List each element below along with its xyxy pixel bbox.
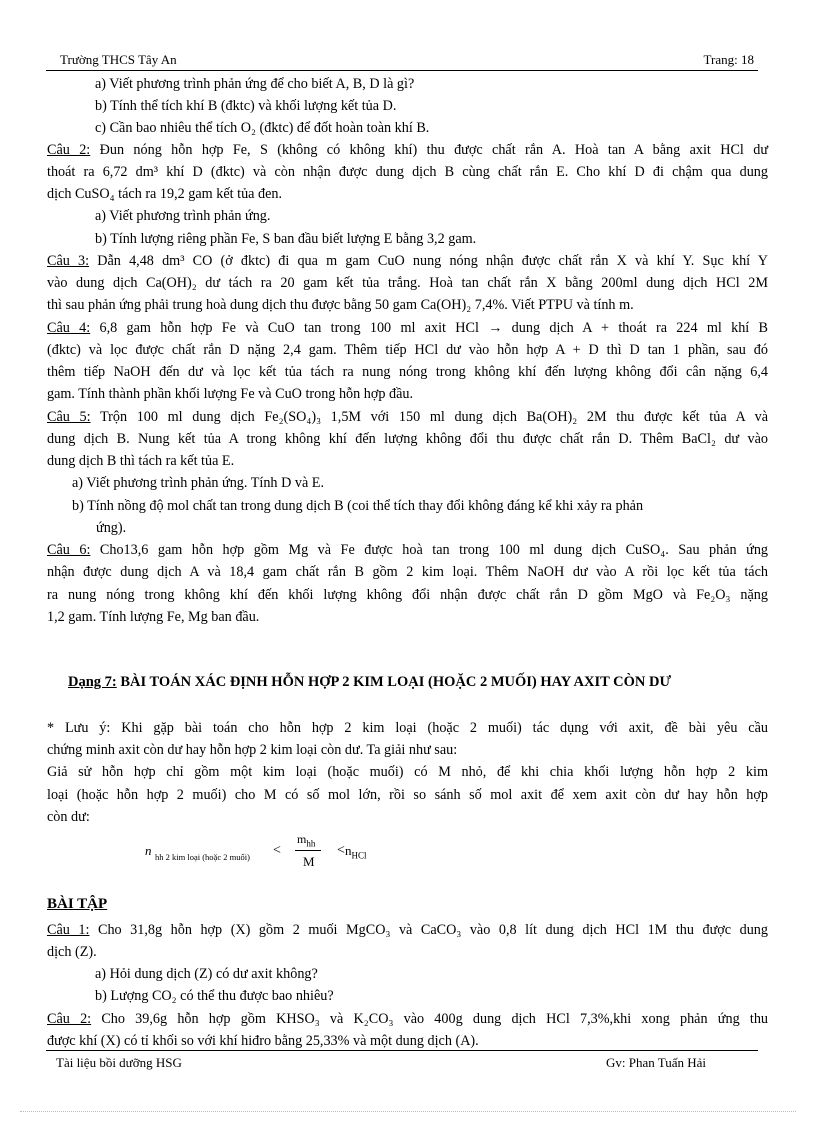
- section-label: Dạng 7:: [68, 674, 117, 690]
- line-text: Cho 39,6g hỗn hợp gồm KHSO₃ và K₂CO₃ vào 400g dung dịch HCl 7,3%,khi xong phản ứng thu: [91, 1011, 769, 1027]
- line-text: Dẫn 4,48 dm³ CO (ở đktc) đi qua m gam CuO nung nóng nhận được chất rắn X và khí Y. Sục khí Y: [89, 253, 768, 269]
- line-text: vào dung dịch Ca(OH)₂ dư tách ra 20 gam kết tủa trắng. Hoà tan chất rắn X bằng 200ml dung dịch HCl 2M: [47, 275, 768, 291]
- text-line: [95, 964, 318, 984]
- text-line: [96, 518, 126, 538]
- text-line: [47, 318, 768, 338]
- line-text: được khí (X) có tỉ khối so với khí hiđro bằng 25,33% và một dung dịch (A).: [47, 1033, 479, 1049]
- text-line: [95, 74, 414, 94]
- line-text: a) Viết phương trình phản ứng.: [95, 208, 271, 224]
- text-line: [47, 540, 768, 560]
- line-text: thêm tiếp NaOH đến dư và lọc kết tủa tách ra nung nóng trong không khí đến lượng không đổi cân nặng 6,4: [47, 364, 768, 380]
- formula-less-than-2: <: [337, 843, 345, 858]
- line-text: c) Cần bao nhiêu thể tích O₂ (đktc) để đốt hoàn toàn khí B.: [95, 120, 430, 136]
- text-line: [95, 229, 476, 249]
- line-text: thoát ra 6,72 dm³ khí D (đktc) và còn nhận được dung dịch B cùng chất rắn E. Cho khí D đi chậm qua dung: [47, 164, 768, 180]
- line-text: ứng).: [96, 520, 127, 536]
- question-label: Câu 1:: [47, 922, 90, 938]
- section-title: BÀI TOÁN XÁC ĐỊNH HỖN HỢP 2 KIM LOẠI (HOẶC 2 MUỐI) HAY AXIT CÒN DƯ: [116, 674, 672, 690]
- formula-denominator: M: [303, 854, 315, 869]
- text-line: [47, 451, 234, 471]
- text-line: [72, 473, 324, 493]
- line-text: (đktc) và lọc được chất rắn D nặng 2,4 gam. Thêm tiếp HCl dư vào hỗn hợp A + D thì D tan 1 phần, sau đó: [47, 342, 768, 358]
- school-name: Trường THCS Tây An: [60, 52, 177, 67]
- line-text: a) Hỏi dung dịch (Z) có dư axit không?: [95, 966, 318, 982]
- line-text: thì sau phản ứng phải trung hoà dung dịch thu được bằng 50 gam Ca(OH)₂ 7,4%. Viết PTPU và tính m.: [47, 297, 634, 313]
- question-label: Câu 2:: [47, 142, 91, 158]
- text-line: [47, 340, 768, 360]
- footer-left: Tài liệu bồi dưỡng HSG: [56, 1055, 182, 1070]
- formula-less-than-1: <: [273, 843, 281, 858]
- text-line: [47, 1031, 479, 1051]
- line-text: gam. Tính thành phần khối lượng Fe và CuO trong hỗn hợp đầu.: [47, 386, 414, 402]
- text-line: [47, 251, 768, 271]
- page-number: Trang: 18: [703, 52, 754, 67]
- text-line: [47, 807, 90, 827]
- formula-n-hcl: $n_{HCl}$: [345, 843, 367, 861]
- text-line: [47, 607, 259, 627]
- line-text: ra nung nóng trong không khí đến khối lượng không đổi nhận được chất rắn D gồm MgO và Fe₂O₃ nặng: [47, 587, 768, 603]
- text-line: [47, 407, 768, 427]
- section-heading: [68, 674, 671, 691]
- text-line: [47, 1009, 768, 1029]
- text-line: [47, 920, 768, 940]
- text-line: [47, 140, 768, 160]
- line-text: Cho13,6 gam hỗn hợp gồm Mg và Fe được hoà tan trong 100 ml dung dịch CuSO₄. Sau phản ứng: [90, 542, 769, 558]
- text-line: [95, 118, 429, 138]
- line-text: chứng minh axit còn dư hay hỗn hợp 2 kim loại còn dư. Ta giải như sau:: [47, 742, 458, 758]
- line-text: 6,8 gam hỗn hợp Fe và CuO tan trong 100 ml axit HCl → dung dịch A + thoát ra 224 ml khí B: [90, 320, 769, 336]
- line-text: Cho 31,8g hỗn hợp (X) gồm 2 muối MgCO₃ và CaCO₃ vào 0,8 lít dung dịch HCl 1M thu được dung: [89, 922, 768, 938]
- line-text: dịch CuSO₄ tách ra 19,2 gam kết tủa đen.: [47, 186, 283, 202]
- text-line: [47, 384, 413, 404]
- text-line: [47, 295, 634, 315]
- formula-numerator: $m_{hh}$: [297, 832, 316, 849]
- text-line: [47, 718, 768, 738]
- line-text: 1,2 gam. Tính lượng Fe, Mg ban đầu.: [47, 609, 260, 625]
- text-line: [47, 184, 282, 204]
- line-text: b) Tính lượng riêng phần Fe, S ban đầu biết lượng E bằng 3,2 gam.: [95, 231, 477, 247]
- text-line: [47, 785, 768, 805]
- line-text: * Lưu ý: Khi gặp bài toán cho hỗn hợp 2 kim loại (hoặc 2 muối) tác dụng với axit, đề bài yêu cầu: [47, 720, 768, 736]
- text-line: [47, 273, 768, 293]
- text-line: [72, 496, 643, 516]
- line-text: b) Tính nồng độ mol chất tan trong dung dịch B (coi thể tích thay đổi không đáng kể khi xảy ra phản: [72, 498, 644, 514]
- question-label: Câu 3:: [47, 253, 90, 269]
- text-line: [95, 206, 270, 226]
- question-label: Câu 4:: [47, 320, 91, 336]
- page-edge-divider: [20, 1111, 796, 1112]
- text-line: [47, 942, 97, 962]
- line-text: b) Tính thể tích khí B (đktc) và khối lượng kết tủa D.: [95, 98, 397, 114]
- line-text: a) Viết phương trình phản ứng để cho biết A, B, D là gì?: [95, 76, 415, 92]
- line-text: b) Lượng CO₂ có thể thu được bao nhiêu?: [95, 988, 334, 1004]
- text-line: [47, 429, 768, 449]
- page-footer: [46, 1050, 758, 1071]
- line-text: dung dịch B. Nung kết tủa A trong không khí đến lượng không đổi thu được chất rắn D. Thêm BaCl₂ dư vào: [47, 431, 768, 447]
- text-line: [95, 96, 396, 116]
- fraction-bar: [295, 850, 321, 851]
- question-label: Câu 2:: [47, 1011, 92, 1027]
- footer-right: Gv: Phan Tuấn Hải: [606, 1055, 707, 1070]
- line-text: loại (hoặc hỗn hợp 2 muối) cho M có số mol lớn, rồi so sánh số mol axit để xem axit còn dư hay hỗn hợp: [47, 787, 768, 803]
- text-line: [47, 162, 768, 182]
- text-line: [47, 585, 768, 605]
- text-line: [47, 740, 457, 760]
- line-text: dung dịch B thì tách ra kết tủa E.: [47, 453, 235, 469]
- line-text: Trộn 100 ml dung dịch Fe₂(SO₄)₃ 1,5M với 150 ml dung dịch Ba(OH)₂ 2M thu được kết tủa A và: [90, 409, 769, 425]
- text-line: [47, 562, 768, 582]
- formula: [145, 830, 385, 876]
- question-label: Câu 6:: [47, 542, 91, 558]
- text-line: [95, 986, 334, 1006]
- page-header: [46, 52, 758, 71]
- formula-n: n: [145, 843, 152, 858]
- formula-n-subscript: hh 2 kim loại (hoặc 2 muối): [155, 852, 250, 862]
- line-text: Đun nóng hỗn hợp Fe, S (không có không khí) thu được chất rắn A. Hoà tan A bằng axit HCl dư: [90, 142, 769, 158]
- text-line: [47, 362, 768, 382]
- question-label: Câu 5:: [47, 409, 91, 425]
- line-text: nhận được dung dịch A và 18,4 gam chất rắn B gồm 2 kim loại. Thêm NaOH dư vào A rồi lọc kết tủa tách: [47, 564, 768, 580]
- line-text: còn dư:: [47, 809, 90, 825]
- line-text: Giả sử hỗn hợp chỉ gồm một kim loại (hoặc muối) có M nhỏ, để khi chia khối lượng hỗn hợp 2 kim: [47, 764, 768, 780]
- text-line: [47, 762, 768, 782]
- exercise-heading: BÀI TẬP: [47, 896, 108, 912]
- line-text: a) Viết phương trình phản ứng. Tính D và E.: [72, 475, 325, 491]
- line-text: dịch (Z).: [47, 944, 97, 960]
